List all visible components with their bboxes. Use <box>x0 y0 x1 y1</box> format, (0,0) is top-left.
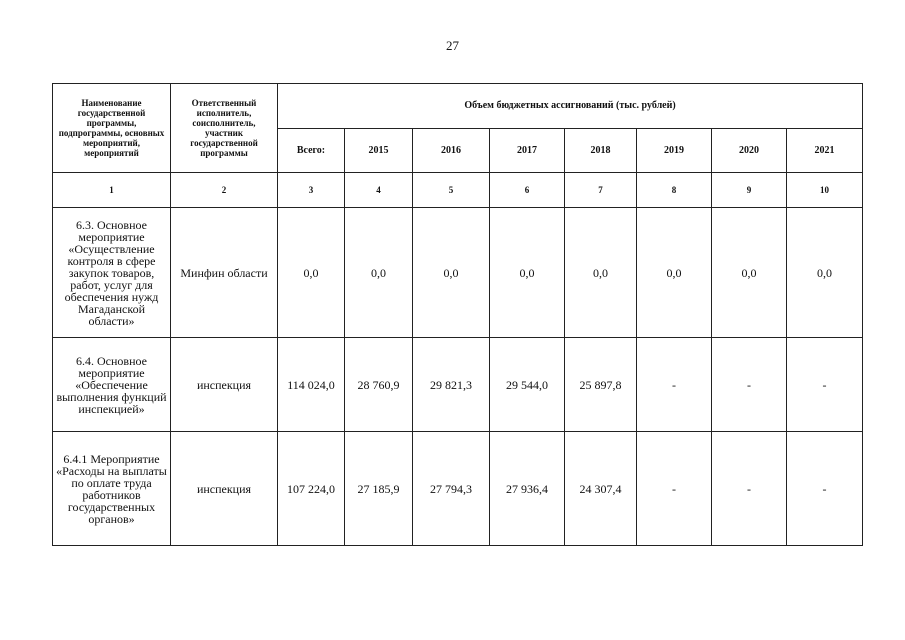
budget-table <box>52 83 863 546</box>
column-number: 4 <box>345 173 413 208</box>
row-value: - <box>787 432 863 546</box>
row-value: 0,0 <box>413 208 490 338</box>
row-value: - <box>637 338 712 432</box>
year-header: 2015 <box>345 129 413 173</box>
table-row <box>53 208 863 338</box>
row-value: 25 897,8 <box>565 338 637 432</box>
col-name-header: Наименование государственной программы, подпрограммы, основных мероприятий, мероприятий <box>53 84 171 173</box>
row-value: 0,0 <box>345 208 413 338</box>
year-header: Всего: <box>278 129 345 173</box>
column-numbers-row <box>53 173 863 208</box>
table-row <box>53 432 863 546</box>
column-number: 1 <box>53 173 171 208</box>
row-value: 114 024,0 <box>278 338 345 432</box>
row-value: 0,0 <box>712 208 787 338</box>
row-responsible: Минфин области <box>171 208 278 338</box>
column-number: 9 <box>712 173 787 208</box>
year-header: 2020 <box>712 129 787 173</box>
year-header: 2018 <box>565 129 637 173</box>
row-value: 0,0 <box>490 208 565 338</box>
row-value: 27 794,3 <box>413 432 490 546</box>
year-header: 2016 <box>413 129 490 173</box>
row-value: 27 185,9 <box>345 432 413 546</box>
row-name: 6.4.1 Мероприятие «Расходы на выплаты по оплате труда работников государственных органов» <box>53 432 171 546</box>
row-value: - <box>637 432 712 546</box>
row-name: 6.3. Основное мероприятие «Осуществление контроля в сфере закупок товаров, работ, услуг для обеспечения нужд Магаданской области» <box>53 208 171 338</box>
header-row-1 <box>53 84 863 129</box>
row-responsible: инспекция <box>171 338 278 432</box>
row-value: - <box>712 432 787 546</box>
column-number: 7 <box>565 173 637 208</box>
row-value: 107 224,0 <box>278 432 345 546</box>
row-value: 29 544,0 <box>490 338 565 432</box>
row-value: - <box>787 338 863 432</box>
row-value: 29 821,3 <box>413 338 490 432</box>
table-row <box>53 338 863 432</box>
row-value: - <box>712 338 787 432</box>
year-header: 2017 <box>490 129 565 173</box>
row-value: 0,0 <box>787 208 863 338</box>
col-responsible-header: Ответственный исполнитель, соисполнитель, участник государственной программы <box>171 84 278 173</box>
row-value: 24 307,4 <box>565 432 637 546</box>
column-number: 6 <box>490 173 565 208</box>
column-number: 3 <box>278 173 345 208</box>
column-number: 2 <box>171 173 278 208</box>
year-header: 2021 <box>787 129 863 173</box>
row-name: 6.4. Основное мероприятие «Обеспечение выполнения функций инспекцией» <box>53 338 171 432</box>
column-number: 5 <box>413 173 490 208</box>
row-value: 0,0 <box>637 208 712 338</box>
column-number: 8 <box>637 173 712 208</box>
row-responsible: инспекция <box>171 432 278 546</box>
budget-header: Объем бюджетных ассигнований (тыс. рублей) <box>278 84 863 129</box>
year-header: 2019 <box>637 129 712 173</box>
page-number: 27 <box>446 38 459 53</box>
row-value: 0,0 <box>565 208 637 338</box>
row-value: 0,0 <box>278 208 345 338</box>
row-value: 28 760,9 <box>345 338 413 432</box>
column-number: 10 <box>787 173 863 208</box>
row-value: 27 936,4 <box>490 432 565 546</box>
